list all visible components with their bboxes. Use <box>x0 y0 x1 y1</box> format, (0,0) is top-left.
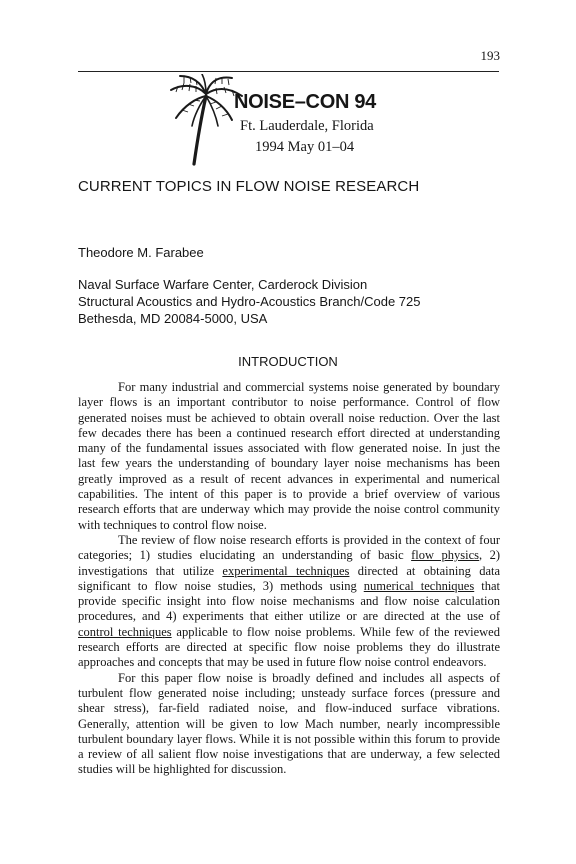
affiliation-line: Naval Surface Warfare Center, Carderock Division <box>78 277 368 292</box>
underlined-term: numerical techniques <box>363 578 475 593</box>
text-run: , 2) investigations that utilize <box>78 548 500 578</box>
conference-dates: 1994 May 01–04 <box>255 139 355 155</box>
page-number: 193 <box>480 48 500 63</box>
palm-tree-icon <box>168 74 244 166</box>
paragraph <box>78 533 500 671</box>
underlined-term: control techniques <box>78 624 172 639</box>
affiliation-line: Bethesda, MD 20084-5000, USA <box>78 311 268 326</box>
author-name: Theodore M. Farabee <box>78 245 204 260</box>
text-run: applicable to flow noise problems. While few of the reviewed research efforts are directed at specific flow noise problems they do illustrate approaches and concepts that may be used in future flow noise control endeavors. <box>78 624 500 670</box>
paper-title: CURRENT TOPICS IN FLOW NOISE RESEARCH <box>78 178 420 195</box>
section-heading: INTRODUCTION <box>238 354 338 369</box>
paragraph: For this paper flow noise is broadly defined and includes all aspects of turbulent flow generated noise including; unsteady surface forces (pressure and shear stress), far-field radiated noise, and flow-induced surface vibrations. Generally, attention will be given to low Mach number, nearly incompressible turbulent boundary layer flows. While it is not possible within this forum to provide a review of all salient flow noise investigations that are underway, a few selected studies will be highlighted for discussion. <box>78 670 500 777</box>
affiliation-line: Structural Acoustics and Hydro-Acoustics Branch/Code 725 <box>78 294 421 309</box>
conference-name: NOISE–CON 94 <box>234 91 377 113</box>
text-run: The review of flow noise research efforts is provided in the context of four categories; 1) studies elucidating an understanding of basic <box>78 532 500 563</box>
conference-location: Ft. Lauderdale, Florida <box>240 118 374 134</box>
text-run: directed at obtaining data significant to flow noise studies, 3) methods using <box>78 563 501 593</box>
body-text <box>78 380 500 778</box>
underlined-term: experimental techniques <box>222 563 350 578</box>
header-rule <box>78 71 499 72</box>
underlined-term: flow physics <box>411 548 479 563</box>
paragraph: For many industrial and commercial systems noise generated by boundary layer flows is an important contributor to noise performance. Control of flow generated noises must be achieved to obtain overall noise reduction. Over the last few decades there has been a continued research effort directed at understanding many of the fundamental issues associated with flow generated noise. In just the last few years the understanding of boundary layer noise mechanisms has been greatly improved as a result of recent advances in experimental and numerical capabilities. The intent of this paper is to provide a brief overview of various research efforts that are underway which may provide the noise control community with techniques to control flow noise. <box>78 380 500 532</box>
text-run: that provide specific insight into flow noise mechanisms and flow noise calculation procedures, and 4) experiments that either utilize or are directed at the use of <box>78 578 500 624</box>
